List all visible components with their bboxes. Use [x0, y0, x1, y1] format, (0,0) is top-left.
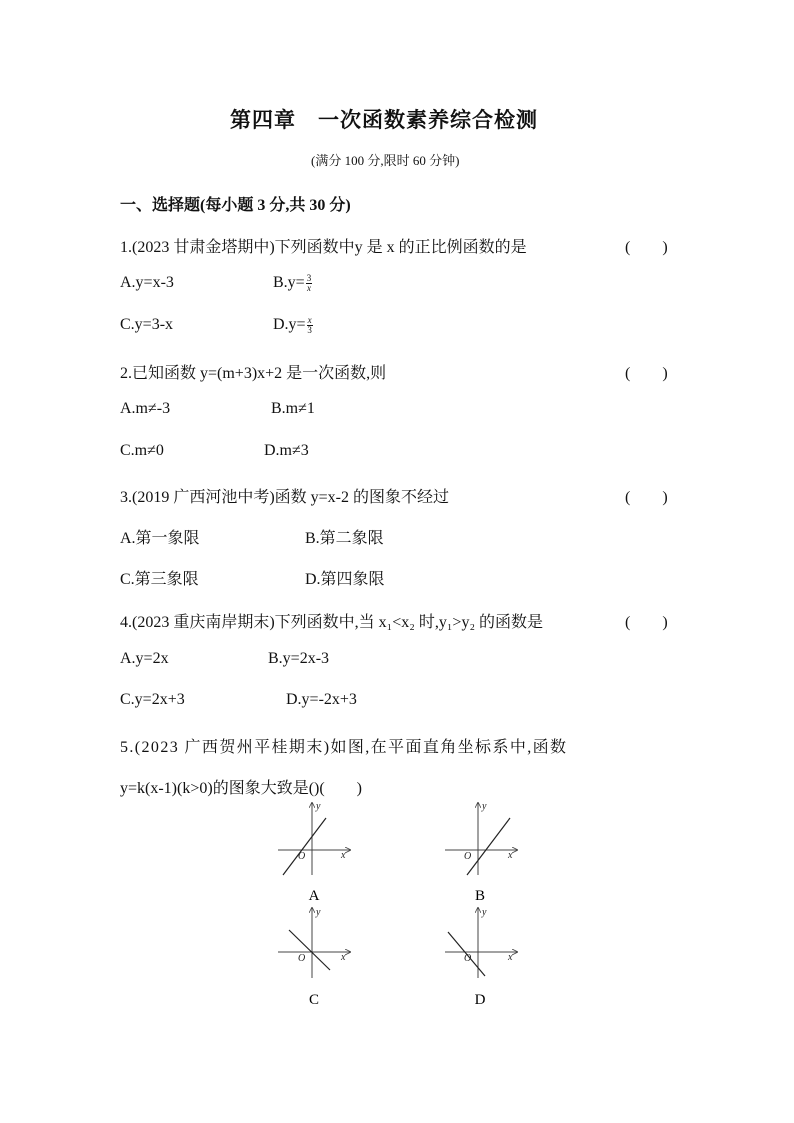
question-5-stem-line-2[interactable]: y=k(x-1)(k>0)的图象大致是()( ) — [120, 780, 363, 797]
y-axis-label: y — [316, 907, 321, 918]
graph-c[interactable] — [278, 907, 350, 978]
q3-option-a[interactable]: A.第一象限 — [120, 530, 200, 547]
graph-c-label: C — [308, 992, 320, 1008]
x-axis-label: x — [341, 850, 346, 861]
origin-label: O — [298, 851, 306, 862]
q1-option-c[interactable]: C.y=3-x — [120, 316, 174, 333]
y-axis-label: y — [482, 907, 487, 918]
graph-d[interactable] — [445, 907, 517, 978]
q1-option-d-prefix: D.y= — [273, 316, 306, 334]
q2-option-a[interactable]: A.m≠-3 — [120, 400, 171, 417]
q2-option-d[interactable]: D.m≠3 — [264, 442, 309, 459]
page-subtitle: (满分 100 分,限时 60 分钟) — [311, 153, 460, 168]
answer-blank-1[interactable]: ( ) — [625, 239, 668, 256]
graph-d-label: D — [474, 992, 486, 1008]
y-axis-label: y — [482, 801, 487, 812]
q4-option-a[interactable]: A.y=2x — [120, 650, 169, 667]
q2-option-b[interactable]: B.m≠1 — [271, 400, 315, 417]
graph-a[interactable] — [278, 801, 350, 875]
page-title: 第四章 一次函数素养综合检测 — [230, 108, 538, 132]
q3-option-d[interactable]: D.第四象限 — [305, 571, 385, 588]
origin-label: O — [298, 953, 306, 964]
origin-label: O — [464, 953, 472, 964]
fraction-numerator: x — [307, 315, 312, 325]
q4-option-b[interactable]: B.y=2x-3 — [268, 650, 330, 667]
q3-option-b[interactable]: B.第二象限 — [305, 530, 384, 547]
graph-b[interactable] — [445, 801, 517, 875]
question-3-stem: 3.(2019 广西河池中考)函数 y=x-2 的图象不经过 — [120, 489, 450, 506]
q3-option-c[interactable]: C.第三象限 — [120, 571, 199, 588]
q1-option-a[interactable]: A.y=x-3 — [120, 274, 174, 291]
q2-option-c[interactable]: C.m≠0 — [120, 442, 164, 459]
graph-a-label: A — [308, 888, 320, 904]
question-2-stem: 2.已知函数 y=(m+3)x+2 是一次函数,则 — [120, 365, 387, 382]
x-axis-label: x — [508, 952, 513, 963]
question-1-stem: 1.(2023 甘肃金塔期中)下列函数中y 是 x 的正比例函数的是 — [120, 239, 527, 256]
q4-option-d[interactable]: D.y=-2x+3 — [286, 691, 357, 708]
q4-option-c[interactable]: C.y=2x+3 — [120, 691, 185, 708]
answer-blank-4[interactable]: ( ) — [625, 614, 668, 631]
fraction-numerator: 3 — [306, 273, 312, 283]
origin-label: O — [464, 851, 472, 862]
q1-option-b-prefix: B.y= — [273, 274, 305, 292]
fraction-denominator: x — [306, 283, 311, 293]
answer-blank-3[interactable]: ( ) — [625, 489, 668, 506]
answer-blank-2[interactable]: ( ) — [625, 365, 668, 382]
question-5-stem-line-1: 5.(2023 广西贺州平桂期末)如图,在平面直角坐标系中,函数 — [120, 739, 568, 756]
y-axis-label: y — [316, 801, 321, 812]
fraction-denominator: 3 — [307, 325, 312, 335]
x-axis-label: x — [508, 850, 513, 861]
x-axis-label: x — [341, 952, 346, 963]
graph-b-label: B — [474, 888, 486, 904]
question-4-stem: 4.(2023 重庆南岸期末)下列函数中,当 x₁<x₂ 时,y₁>y₂ 的函数是 — [120, 614, 544, 631]
section-heading: 一、选择题(每小题 3 分,共 30 分) — [120, 197, 351, 214]
